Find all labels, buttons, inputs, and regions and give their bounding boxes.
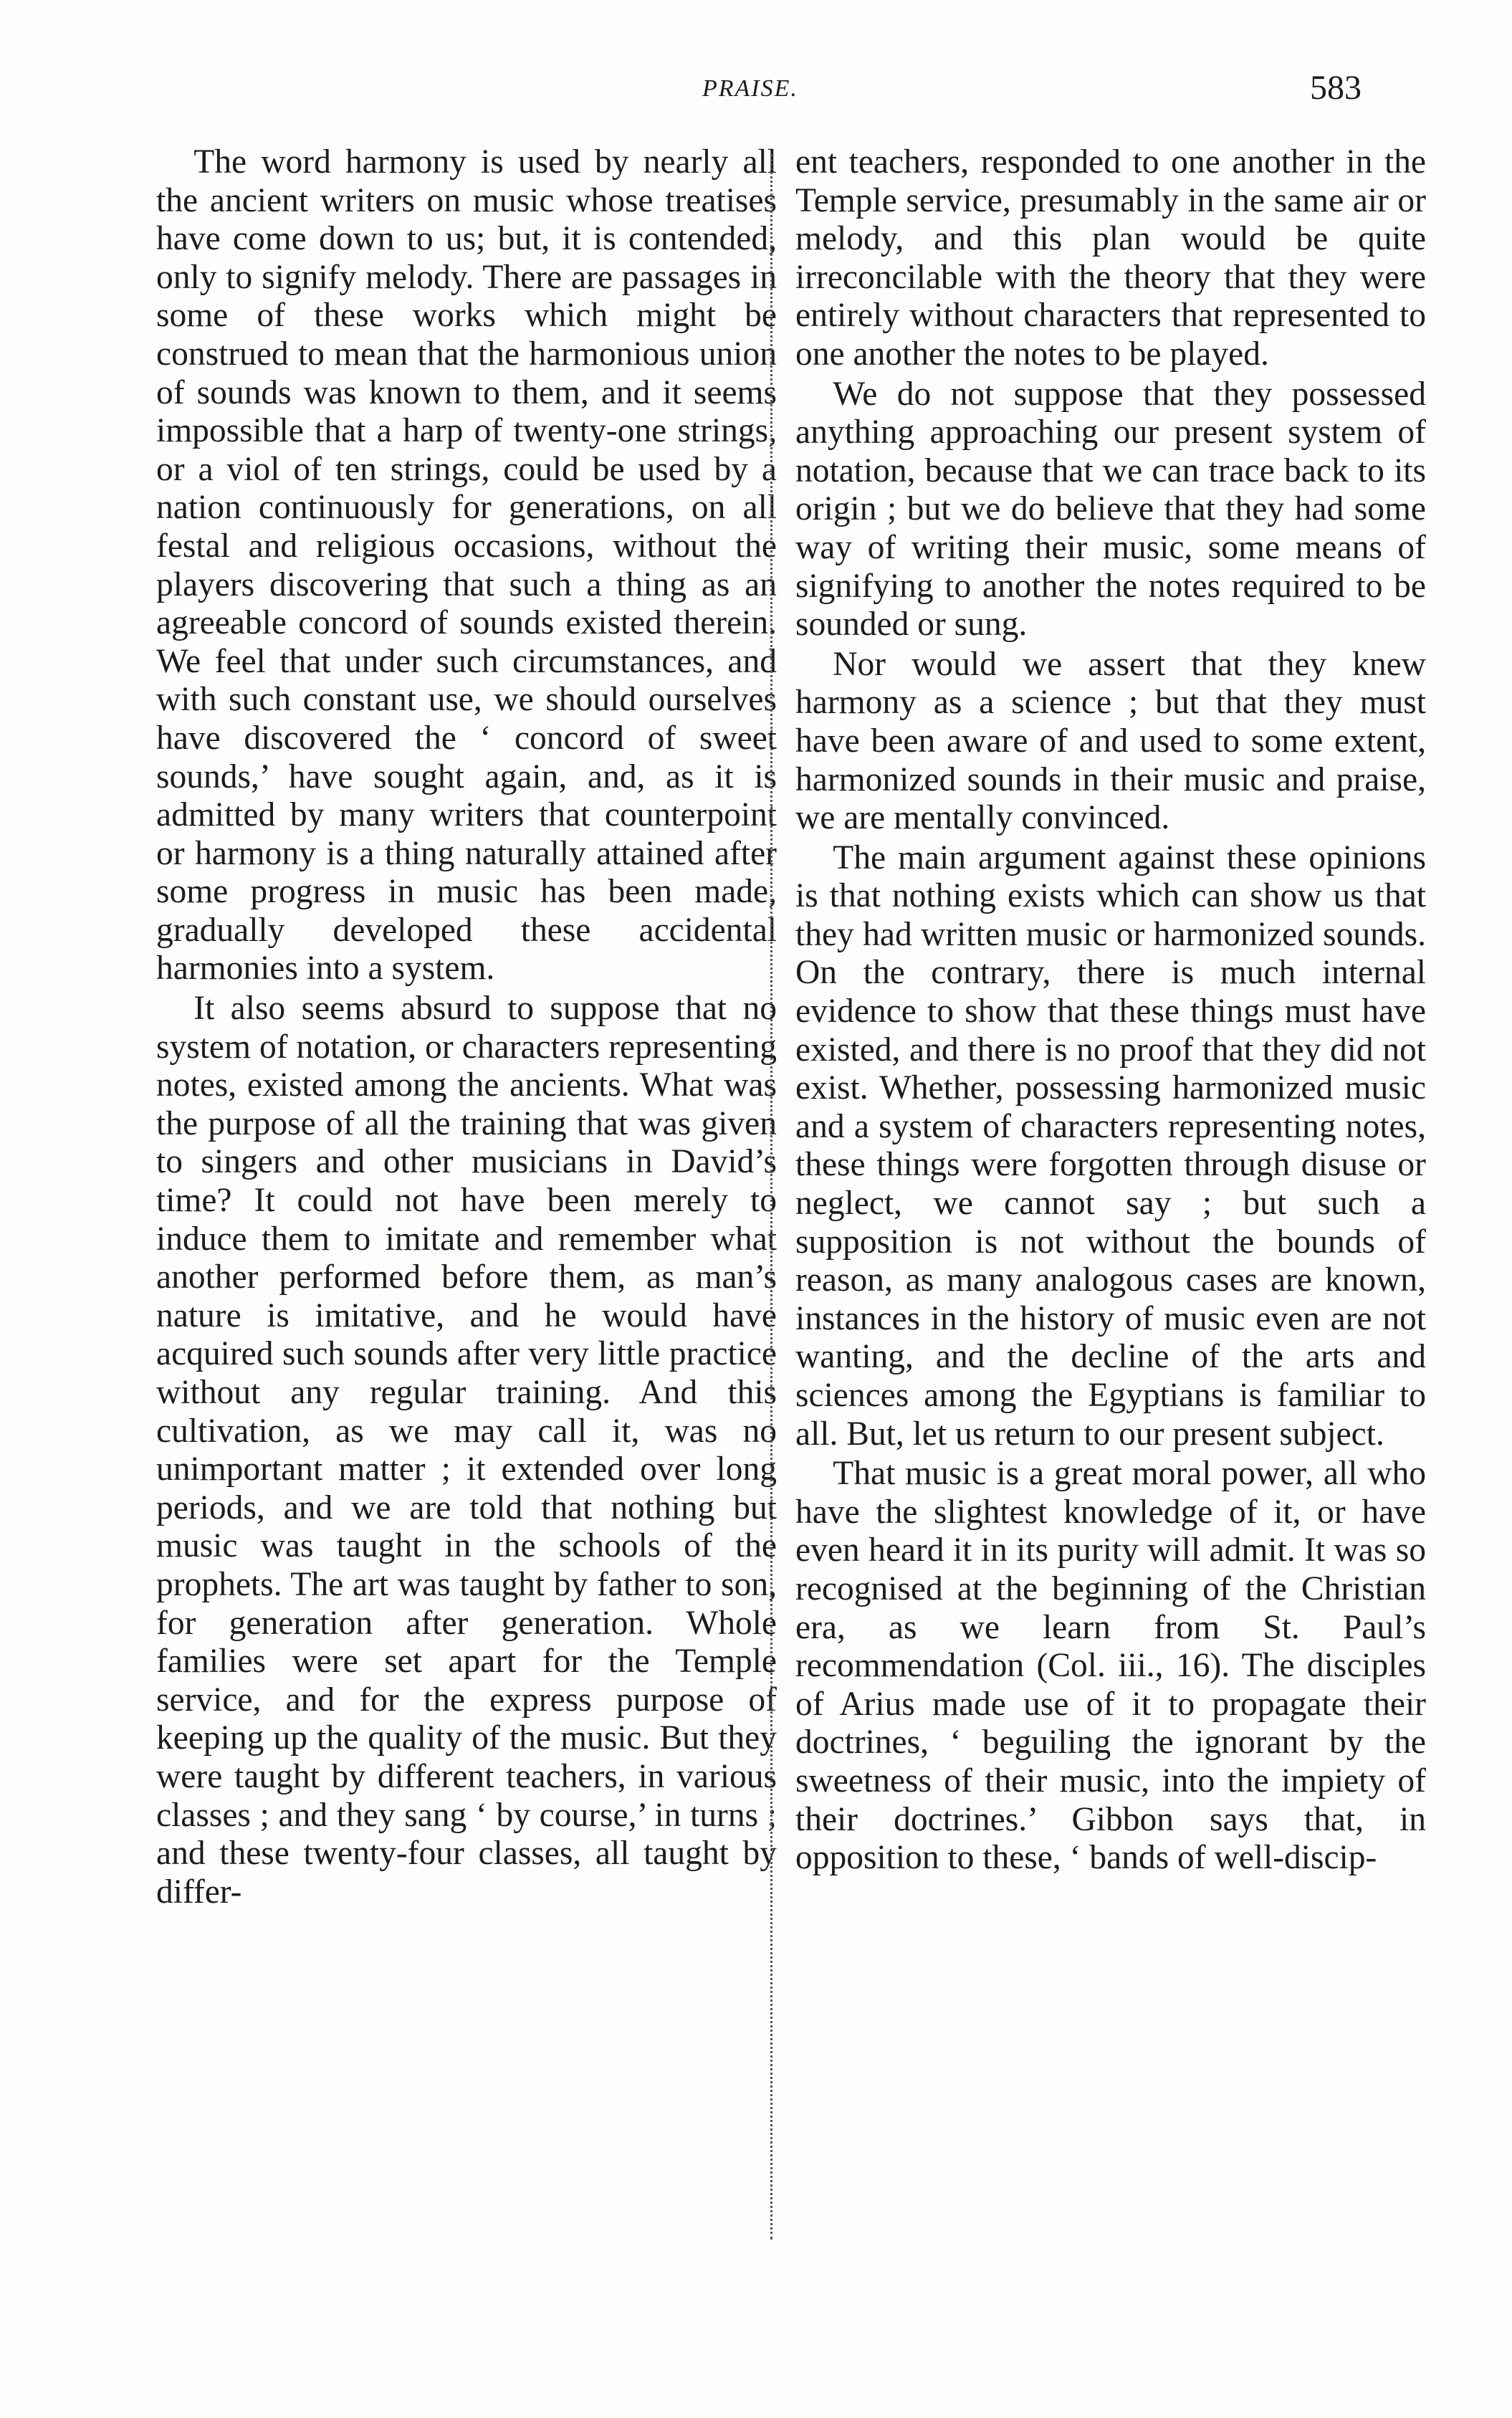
right-paragraph-3: Nor would we assert that they knew harmony as a science ; but that they must have been aware of and used to some extent, harmonized sounds in their music and praise, we are mentally convinced. [795, 645, 1426, 837]
left-paragraph-1: The word harmony is used by nearly all the ancient writers on music whose treatises have come down to us; but, it is contended, only to signify melody. There are passages in some of these works which might be construed to mean that the harmonious union of sounds was known to them, and it seems impossible that a harp of twenty-one strings, or a viol of ten strings, could be used by a nation continuously for generations, on all festal and religious occasions, without the players discovering that such a thing as an agreeable concord of sounds existed therein. We feel that under such circumstances, and with such constant use, we should ourselves have discovered the ‘ concord of sweet sounds,’ have sought again, and, as it is admitted by many writers that counterpoint or harmony is a thing naturally attained after some progress in music has been made, gradually developed these accidental harmonies into a system. [156, 143, 777, 988]
column-divider [770, 154, 772, 2240]
left-paragraph-2: It also seems absurd to suppose that no system of notation, or characters representing notes, existed among the ancients. What was the purpose of all the training that was given to singers and other musicians in David’s time? It could not have been merely to induce them to imitate and remember what another performed before them, as man’s nature is imitative, and he would have acquired such sounds after very little practice without any regular training. And this cultivation, as we may call it, was no unimportant matter ; it extended over long periods, and we are told that nothing but music was taught in the schools of the prophets. The art was taught by father to son, for generation after generation. Whole families were set apart for the Temple service, and for the express purpose of keeping up the quality of the music. But they were taught by different teachers, in various classes ; and they sang ‘ by course,’ in turns ; and these twenty-four classes, all taught by differ- [156, 990, 777, 1911]
right-column [795, 143, 1426, 1879]
right-paragraph-2: We do not suppose that they possessed anything approaching our present system of notation, because that we can trace back to its origin ; but we do believe that they had some way of writing their music, some means of signifying to another the notes required to be sounded or sung. [795, 375, 1426, 644]
left-column [156, 143, 777, 1913]
right-paragraph-4: The main argument against these opinions is that nothing exists which can show us that they had written music or harmonized sounds. On the contrary, there is much internal evidence to show that these things must have existed, and there is no proof that they did not exist. Whether, possessing harmonized music and a system of characters representing notes, these things were forgotten through disuse or neglect, we cannot say ; but such a supposition is not without the bounds of reason, as many analogous cases are known, instances in the history of music even are not wanting, and the decline of the arts and sciences among the Egyptians is familiar to all. But, let us return to our present subject. [795, 838, 1426, 1453]
page-number: 583 [1310, 69, 1362, 107]
right-paragraph-1: ent teachers, responded to one another in the Temple service, presumably in the same air or melody, and this plan would be quite irreconcilable with the theory that they were entirely without characters that represented to one another the notes to be played. [795, 143, 1426, 373]
running-title: PRAISE. [702, 75, 798, 102]
running-head [0, 68, 1512, 111]
right-paragraph-5: That music is a great moral power, all who have the slightest knowledge of it, or have even heard it in its purity will admit. It was so recognised at the beginning of the Christian era, as we learn from St. Paul’s recommendation (Col. iii., 16). The disciples of Arius made use of it to propagate their doctrines, ‘ beguiling the ignorant by the sweetness of their music, into the impiety of their doctrines.’ Gibbon says that, in opposition to these, ‘ bands of well-discip- [795, 1455, 1426, 1877]
